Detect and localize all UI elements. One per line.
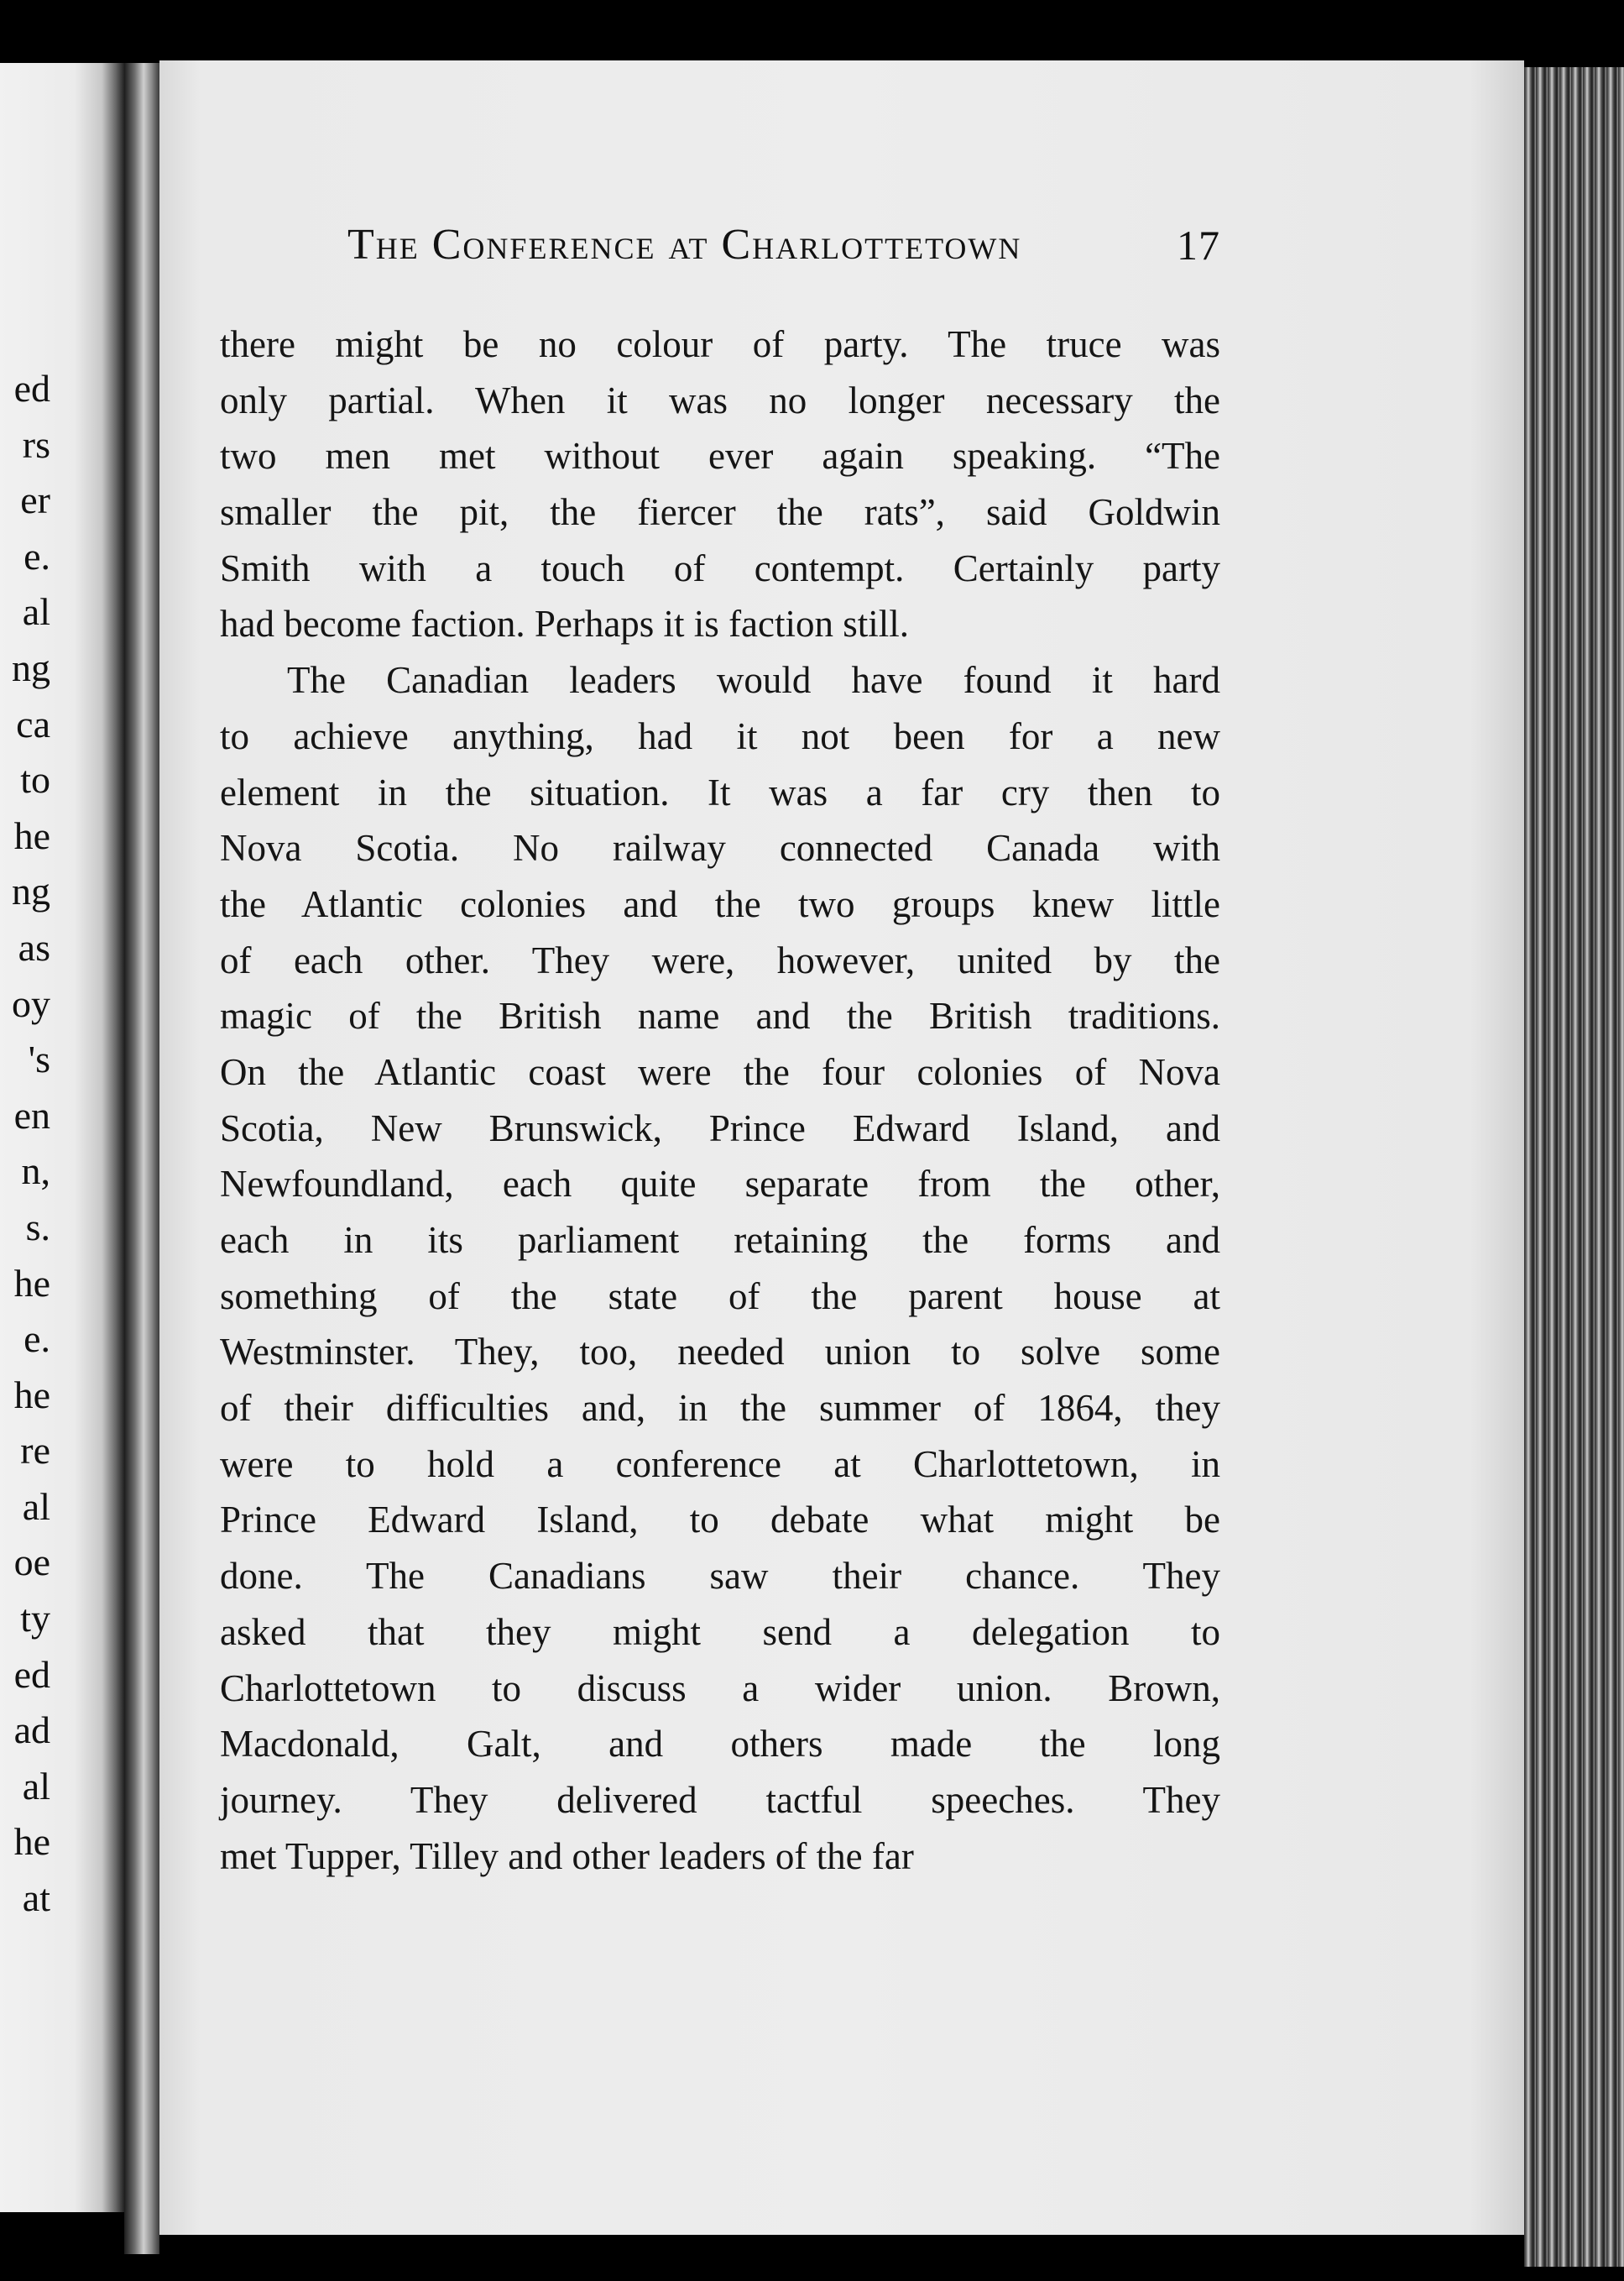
facing-page-fragment: re xyxy=(20,1429,50,1473)
text-line: were to hold a conference at Charlottetown, in xyxy=(220,1442,1220,1485)
text-line: of their difficulties and, in the summer of 1864, they xyxy=(220,1387,1220,1430)
paragraph xyxy=(220,317,1220,652)
text-line: Macdonald, Galt, and others made the long xyxy=(220,1723,1220,1766)
running-head-title: The Conference at Charlottetown xyxy=(347,221,1022,269)
text-line: done. The Canadians saw their chance. They xyxy=(220,1555,1220,1598)
facing-page-fragment: ca xyxy=(16,702,50,746)
text-line: only partial. When it was no longer necessary the xyxy=(220,379,1220,421)
text-line: Smith with a touch of contempt. Certainly party xyxy=(220,547,1220,589)
facing-page-fragment: ad xyxy=(13,1708,50,1752)
facing-page-fragment: al xyxy=(22,1764,50,1808)
text-line: two men met without ever again speaking. “The xyxy=(220,435,1220,478)
facing-page-fragment: e. xyxy=(23,1317,50,1361)
text-line: Prince Edward Island, to debate what might be xyxy=(220,1499,1220,1541)
text-line: Scotia, New Brunswick, Prince Edward Island, and xyxy=(220,1106,1220,1149)
text-line: Newfoundland, each quite separate from the other, xyxy=(220,1163,1220,1206)
text-line: there might be no colour of party. The truce was xyxy=(220,323,1220,365)
facing-page-fragment: er xyxy=(20,479,50,522)
text-line: Charlottetown to discuss a wider union. Brown, xyxy=(220,1666,1220,1709)
facing-page-fragment: s. xyxy=(25,1205,50,1248)
running-head xyxy=(347,220,1220,270)
text-line: met Tupper, Tilley and other leaders of the far xyxy=(220,1834,914,1877)
facing-page-fragment: he xyxy=(13,1261,50,1305)
facing-page-fragment: n, xyxy=(21,1149,50,1193)
facing-page-fragment: ed xyxy=(13,367,50,410)
facing-page-fragment: rs xyxy=(22,422,50,466)
text-line: The Canadian leaders would have found it hard xyxy=(287,659,1220,702)
facing-page-fragment: e. xyxy=(23,534,50,578)
facing-page-fragment: as xyxy=(18,925,50,969)
facing-page-fragment: en xyxy=(13,1093,50,1137)
facing-page-fragment: al xyxy=(22,590,50,634)
text-line: On the Atlantic coast were the four colonies of Nova xyxy=(220,1050,1220,1093)
page-stack-edge xyxy=(1524,67,1624,2267)
facing-page-fragment: al xyxy=(22,1484,50,1528)
page-number: 17 xyxy=(1177,222,1220,269)
text-line: to achieve anything, had it not been for a new xyxy=(220,714,1220,757)
facing-page-fragment: oe xyxy=(13,1541,50,1584)
facing-page-fragment: 's xyxy=(28,1038,50,1081)
facing-page-fragment: he xyxy=(13,1373,50,1416)
facing-page-fragment: he xyxy=(13,1820,50,1864)
text-line: had become faction. Perhaps it is faction still. xyxy=(220,603,910,646)
facing-page-edge xyxy=(0,63,124,2212)
facing-page-fragment: ty xyxy=(20,1597,50,1640)
facing-page-fragment: ed xyxy=(13,1652,50,1696)
facing-page-fragment: at xyxy=(22,1876,50,1920)
facing-page-fragment: ng xyxy=(12,870,50,913)
facing-page-fragment: ng xyxy=(12,646,50,689)
facing-page-fragment: he xyxy=(13,814,50,857)
text-line: Westminster. They, too, needed union to solve some xyxy=(220,1331,1220,1373)
text-line: asked that they might send a delegation to xyxy=(220,1610,1220,1653)
text-line: the Atlantic colonies and the two groups knew little xyxy=(220,882,1220,925)
text-line: magic of the British name and the British traditions. xyxy=(220,995,1220,1038)
book-gutter xyxy=(124,63,159,2254)
text-line: Nova Scotia. No railway connected Canada with xyxy=(220,827,1220,870)
text-line: element in the situation. It was a far cry then to xyxy=(220,771,1220,814)
text-line: journey. They delivered tactful speeches. They xyxy=(220,1778,1220,1821)
facing-page-fragment: oy xyxy=(12,981,50,1025)
body-text xyxy=(220,317,1220,1884)
text-line: each in its parliament retaining the forms and xyxy=(220,1219,1220,1261)
text-line: something of the state of the parent house at xyxy=(220,1274,1220,1317)
facing-page-fragment: to xyxy=(20,758,50,802)
text-line: of each other. They were, however, united by the xyxy=(220,939,1220,981)
facing-page-text-fragments xyxy=(0,361,50,1927)
paragraph xyxy=(220,652,1220,1884)
text-line: smaller the pit, the fiercer the rats”, said Goldwin xyxy=(220,491,1220,534)
